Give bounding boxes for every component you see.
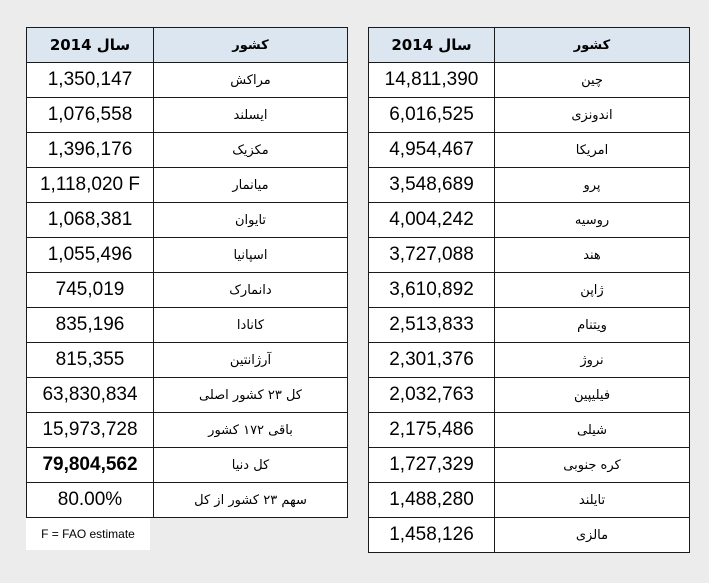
value-cell: 2,032,763 — [369, 378, 495, 413]
table-row — [369, 133, 690, 168]
country-cell: روسیه — [495, 203, 690, 238]
table-row — [27, 343, 348, 378]
value-cell: 1,055,496 — [27, 238, 154, 273]
country-cell: اندونزی — [495, 98, 690, 133]
country-cell: نروژ — [495, 343, 690, 378]
table-row — [369, 448, 690, 483]
country-cell: دانمارک — [154, 273, 348, 308]
table-row — [27, 413, 348, 448]
country-cell: هند — [495, 238, 690, 273]
country-cell: کره جنوبی — [495, 448, 690, 483]
table-row — [27, 308, 348, 343]
value-cell: 1,068,381 — [27, 203, 154, 238]
table-row — [369, 63, 690, 98]
country-cell: کل دنیا — [154, 448, 348, 483]
right-table — [368, 27, 690, 553]
value-cell: 14,811,390 — [369, 63, 495, 98]
table-row — [369, 203, 690, 238]
right-table-body — [369, 63, 690, 553]
country-cell: مکزیک — [154, 133, 348, 168]
country-cell: فیلیپین — [495, 378, 690, 413]
country-cell: ویتنام — [495, 308, 690, 343]
country-cell: چین — [495, 63, 690, 98]
header-row — [27, 28, 348, 63]
value-cell: 1,727,329 — [369, 448, 495, 483]
table-row — [369, 273, 690, 308]
value-cell: 1,488,280 — [369, 483, 495, 518]
country-cell: باقی ۱۷۲ کشور — [154, 413, 348, 448]
table-row — [27, 448, 348, 483]
table-row — [369, 308, 690, 343]
value-cell: 1,396,176 — [27, 133, 154, 168]
footnote: F = FAO estimate — [26, 518, 150, 550]
value-cell: 63,830,834 — [27, 378, 154, 413]
country-cell: مراکش — [154, 63, 348, 98]
value-cell: 1,076,558 — [27, 98, 154, 133]
table-row — [27, 133, 348, 168]
value-cell: 2,513,833 — [369, 308, 495, 343]
country-cell: میانمار — [154, 168, 348, 203]
value-cell: 6,016,525 — [369, 98, 495, 133]
value-cell: 1,118,020 F — [27, 168, 154, 203]
country-cell: اسپانیا — [154, 238, 348, 273]
value-cell: 3,548,689 — [369, 168, 495, 203]
country-cell: کل ۲۳ کشور اصلی — [154, 378, 348, 413]
value-cell: 79,804,562 — [27, 448, 154, 483]
table-row — [27, 63, 348, 98]
value-cell: 745,019 — [27, 273, 154, 308]
table-row — [369, 483, 690, 518]
country-header: کشور — [154, 28, 348, 63]
country-cell: شیلی — [495, 413, 690, 448]
table-row — [369, 168, 690, 203]
value-cell: 15,973,728 — [27, 413, 154, 448]
value-cell: 2,175,486 — [369, 413, 495, 448]
table-row — [27, 98, 348, 133]
left-table — [26, 27, 348, 518]
table-row — [369, 518, 690, 553]
country-cell: ژاپن — [495, 273, 690, 308]
country-cell: تایوان — [154, 203, 348, 238]
table-row — [369, 378, 690, 413]
table-row — [27, 168, 348, 203]
header-row — [369, 28, 690, 63]
value-cell: 3,727,088 — [369, 238, 495, 273]
value-cell: 835,196 — [27, 308, 154, 343]
year-header: سال 2014 — [369, 28, 495, 63]
country-cell: سهم ۲۳ کشور از کل — [154, 483, 348, 518]
value-cell: 80.00% — [27, 483, 154, 518]
left-table-body — [27, 63, 348, 518]
value-cell: 2,301,376 — [369, 343, 495, 378]
table-row — [369, 238, 690, 273]
table-row — [27, 238, 348, 273]
table-row — [27, 483, 348, 518]
value-cell: 4,004,242 — [369, 203, 495, 238]
table-row — [27, 203, 348, 238]
year-header: سال 2014 — [27, 28, 154, 63]
value-cell: 1,350,147 — [27, 63, 154, 98]
country-cell: مالزی — [495, 518, 690, 553]
country-cell: امریکا — [495, 133, 690, 168]
value-cell: 4,954,467 — [369, 133, 495, 168]
country-header: کشور — [495, 28, 690, 63]
table-row — [369, 413, 690, 448]
country-cell: کانادا — [154, 308, 348, 343]
country-cell: ایسلند — [154, 98, 348, 133]
value-cell: 815,355 — [27, 343, 154, 378]
country-cell: تایلند — [495, 483, 690, 518]
country-cell: آرژانتین — [154, 343, 348, 378]
value-cell: 3,610,892 — [369, 273, 495, 308]
table-row — [27, 273, 348, 308]
country-cell: پرو — [495, 168, 690, 203]
table-row — [369, 343, 690, 378]
table-row — [369, 98, 690, 133]
table-row — [27, 378, 348, 413]
value-cell: 1,458,126 — [369, 518, 495, 553]
